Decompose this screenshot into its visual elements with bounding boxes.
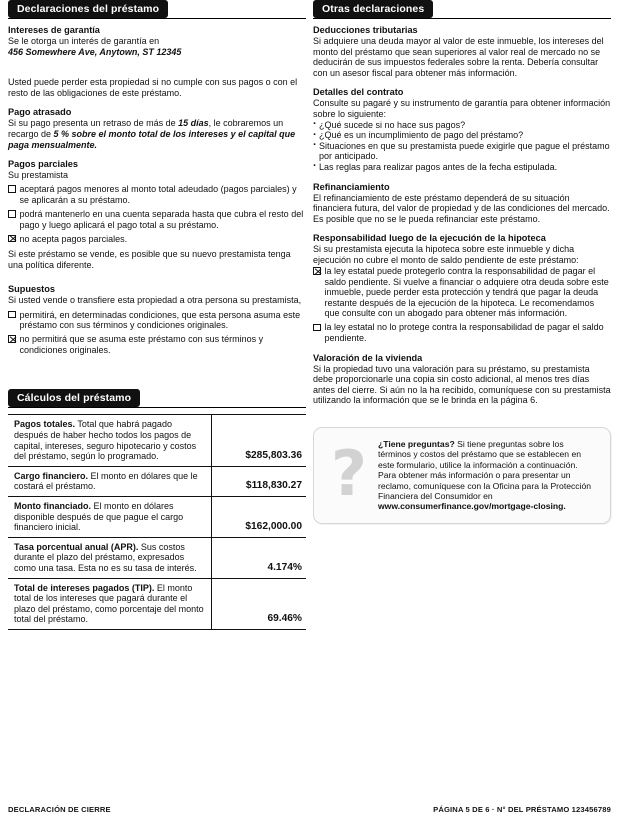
partial-payments-heading: Pagos parciales — [8, 159, 78, 170]
footer-left-label: DECLARACIÓN DE CIERRE — [8, 805, 111, 814]
list-item: · Situaciones en que su prestamista puede exigirle que pague el préstamo por anticipado. — [313, 141, 611, 162]
row-term: Tasa porcentual anual (APR). — [14, 541, 139, 552]
table-cell-value: $162,000.00 — [211, 496, 306, 537]
security-interest-warning: Usted puede perder esta propiedad si no cumple con sus pagos o con el resto de las obligaciones de este préstamo. — [8, 77, 298, 98]
tax-deductions-block — [313, 25, 611, 78]
table-cell-value: $118,830.27 — [211, 466, 306, 496]
page-footer — [8, 805, 611, 814]
security-interest-address: 456 Somewhere Ave, Anytown, ST 12345 — [8, 46, 182, 57]
row-term: Pagos totales. — [14, 419, 76, 430]
liability-option[interactable] — [313, 322, 611, 343]
refinance-heading: Refinanciamiento — [313, 181, 390, 192]
appraisal-text: Si la propiedad tuvo una valoración para su préstamo, su prestamista debe proporcionarle una copia sin costo adicional, al menos tres días antes del cierre. Si aún no la ha recibido, comuníquese con su prestamista utilizando la información que se le brinda en la página 6. — [313, 363, 611, 406]
assumption-block — [8, 284, 306, 355]
late-payment-text-a: Si su pago presenta un retraso de más de — [8, 118, 179, 129]
row-description: El monto en dólares que le costará el préstamo. — [14, 470, 198, 492]
liability-option-label: la ley estatal puede protegerlo contra la responsabilidad de pagar el saldo pendiente. Si vuelve a financiar o adquiere otra deuda sobre este inmueble, puede perder esta protección y tendrá que pagar la deuda restante después de la ejecución de la hipoteca. Le recomendamos que consulte con un abogado para obtener más información. — [324, 266, 609, 319]
checkbox-checked-icon[interactable] — [313, 267, 321, 275]
row-description: El monto en dólares disponible después de que pague el cargo financiero inicial. — [14, 500, 184, 533]
partial-payments-note: Si este préstamo se vende, es posible que su nuevo prestamista tenga una política diferente. — [8, 249, 291, 270]
partial-payment-option[interactable] — [8, 234, 306, 245]
questions-callout-box — [313, 427, 611, 524]
checkbox-checked-icon[interactable] — [8, 335, 16, 343]
question-mark-icon: ? — [331, 437, 367, 511]
table-cell-value: 4.174% — [211, 537, 306, 578]
assumption-option-label: permitirá, en determinadas condiciones, que esta persona asuma este préstamo con sus términos y condiciones originales. — [19, 309, 301, 331]
list-item: · Las reglas para realizar pagos antes de la fecha estipulada. — [313, 162, 611, 173]
left-column — [8, 0, 306, 630]
table-cell-value: $285,803.36 — [211, 415, 306, 466]
row-description: El monto total de los intereses que pagará durante el plazo del préstamo, como porcentaje del monto total del préstamo. — [14, 582, 204, 625]
liability-block — [313, 233, 611, 343]
right-column — [313, 0, 611, 524]
table-cell-value: 69.46% — [211, 578, 306, 629]
partial-payment-option[interactable] — [8, 184, 306, 205]
loan-disclosures-header-label: Declaraciones del préstamo — [8, 0, 168, 18]
questions-callout-body: Si tiene preguntas sobre los términos y costos del préstamo que se establecen en este formulario, utilice la información a continuación. Para obtener más información o para presentar un reclamo, comuníquese con la Oficina para la Protección Financiera del Consumidor en — [378, 439, 592, 502]
liability-option-label: la ley estatal no lo protege contra la responsabilidad de pagar el saldo pendiente. — [324, 322, 604, 344]
partial-payments-subhead: Su prestamista — [8, 170, 69, 181]
security-interest-block — [8, 25, 306, 98]
table-row — [8, 415, 306, 466]
table-row — [8, 496, 306, 537]
contract-details-block — [313, 87, 611, 172]
footer-right-label: PÁGINA 5 DE 6 · N° DEL PRÉSTAMO 123456789 — [433, 805, 611, 814]
assumption-subhead: Si usted vende o transfiere esta propiedad a otra persona su prestamista, — [8, 295, 302, 306]
refinance-block — [313, 182, 611, 225]
partial-payments-block — [8, 159, 306, 270]
checkbox-unchecked-icon[interactable] — [8, 185, 16, 193]
appraisal-heading: Valoración de la vivienda — [313, 352, 423, 363]
checkbox-checked-icon[interactable] — [8, 235, 16, 243]
contract-details-intro: Consulte su pagaré y su instrumento de garantía para obtener información sobre lo siguiente: — [313, 98, 611, 119]
assumption-option[interactable] — [8, 334, 306, 355]
loan-calculations-header-label: Cálculos del préstamo — [8, 389, 140, 407]
table-cell-label — [8, 537, 211, 578]
late-payment-pct: 5 % sobre el monto total de los intereses y el capital que paga mensualmente. — [8, 128, 296, 150]
table-row — [8, 537, 306, 578]
table-cell-label — [8, 496, 211, 537]
late-payment-heading: Pago atrasado — [8, 107, 72, 118]
late-payment-text-b: , le cobraremos un recargo de — [8, 118, 284, 139]
appraisal-block — [313, 353, 611, 406]
row-description: Sus costos durante el plazo del préstamo, expresados como una tasa. Esta no es su tasa de interés. — [14, 541, 197, 573]
other-disclosures-header — [313, 0, 611, 19]
row-term: Total de intereses pagados (TIP). — [14, 582, 155, 593]
questions-callout-url[interactable]: www.consumerfinance.gov/mortgage-closing. — [378, 501, 566, 512]
other-disclosures-header-label: Otras declaraciones — [313, 0, 433, 18]
partial-payment-option[interactable] — [8, 209, 306, 230]
row-description: Total que habrá pagado después de haber hecho todos los pagos de capital, intereses, seguro hipotecario y costos del préstamo, según lo programado. — [14, 419, 197, 462]
refinance-text: El refinanciamiento de este préstamo dependerá de su situación financiera futura, del valor de propiedad y de las condiciones del mercado. Es posible que no se le pueda refinanciar este préstamo. — [313, 192, 610, 224]
partial-payment-option-label: aceptará pagos menores al monto total adeudado (pagos parciales) y se aplicarán a su préstamo. — [19, 184, 297, 205]
loan-calculations-header — [8, 389, 306, 408]
table-cell-label — [8, 466, 211, 496]
contract-details-list — [313, 120, 611, 173]
late-payment-text — [8, 118, 306, 150]
questions-callout-text — [372, 439, 600, 512]
liability-heading: Responsabilidad luego de la ejecución de la hipoteca — [313, 233, 546, 244]
table-cell-label — [8, 415, 211, 466]
liability-intro: Si su prestamista ejecuta la hipoteca sobre este inmueble y dicha ejecución no cubre el monto de saldo pendiente de este préstamo: — [313, 244, 579, 265]
loan-disclosures-header — [8, 0, 306, 19]
list-item: · ¿Qué es un incumplimiento de pago del préstamo? — [313, 130, 611, 141]
checkbox-unchecked-icon[interactable] — [8, 210, 16, 218]
row-term: Monto financiado. — [14, 500, 91, 511]
security-interest-heading: Intereses de garantía — [8, 25, 100, 35]
list-item: · ¿Qué sucede si no hace sus pagos? — [313, 120, 611, 131]
partial-payment-option-label: no acepta pagos parciales. — [19, 233, 128, 244]
row-term: Cargo financiero. — [14, 470, 89, 481]
table-row — [8, 578, 306, 629]
liability-option[interactable] — [313, 266, 611, 319]
table-cell-label — [8, 578, 211, 629]
assumption-option-label: no permitirá que se asuma este préstamo con sus términos y condiciones originales. — [19, 334, 264, 355]
late-payment-block — [8, 107, 306, 150]
tax-deductions-text: Si adquiere una deuda mayor al valor de este inmueble, los intereses del monto del préstamo que sean superiores al valor real de mercado no se deducirán de sus impuestos federales sobre la renta. Debería consultar con un asesor fiscal para obtener más información. — [313, 36, 604, 78]
tax-deductions-heading: Deducciones tributarias — [313, 25, 418, 35]
checkbox-unchecked-icon[interactable] — [8, 311, 16, 319]
contract-details-heading: Detalles del contrato — [313, 87, 404, 98]
partial-payment-option-label: podrá mantenerlo en una cuenta separada hasta que cubra el resto del pago y luego aplicará el pago total a su préstamo. — [19, 208, 304, 230]
checkbox-unchecked-icon[interactable] — [313, 324, 321, 332]
security-interest-line1: Se le otorga un interés de garantía en — [8, 36, 160, 46]
late-payment-days: 15 días — [178, 118, 209, 129]
table-row — [8, 466, 306, 496]
loan-calculations-table — [8, 414, 306, 630]
questions-callout-lead: ¿Tiene preguntas? — [378, 439, 455, 450]
assumption-option[interactable] — [8, 310, 306, 331]
assumption-heading: Supuestos — [8, 284, 55, 295]
